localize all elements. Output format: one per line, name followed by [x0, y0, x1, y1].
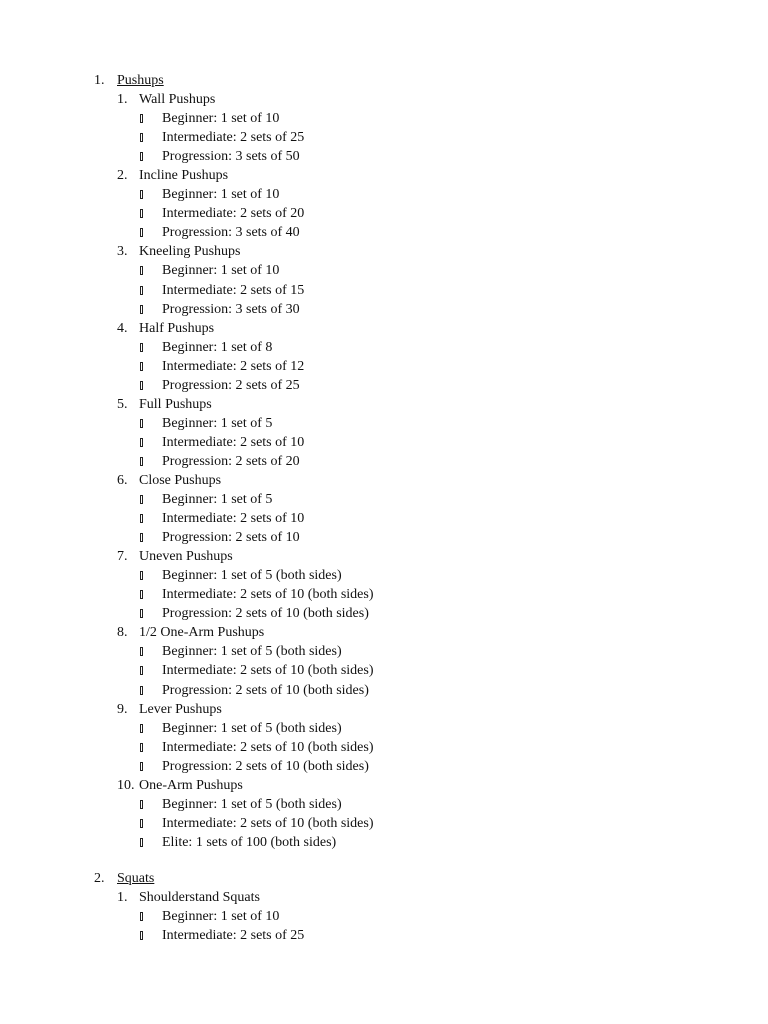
level-item — [0, 757, 768, 776]
level-item — [0, 204, 768, 223]
bullet-icon — [140, 931, 143, 940]
bullet-icon — [140, 343, 143, 352]
bullet-icon — [140, 647, 143, 656]
level-text: Intermediate: 2 sets of 20 — [162, 206, 305, 222]
bullet-icon — [140, 438, 143, 447]
level-text: Progression: 2 sets of 10 (both sides) — [162, 682, 369, 698]
level-item — [0, 185, 768, 204]
bullet-icon — [140, 266, 143, 275]
level-text: Beginner: 1 set of 5 (both sides) — [162, 720, 342, 736]
bullet-icon — [140, 419, 143, 428]
level-item — [0, 738, 768, 757]
level-text: Progression: 3 sets of 40 — [162, 225, 300, 241]
exercise-number: 7. — [117, 549, 128, 565]
bullet-icon — [140, 190, 143, 199]
exercise-name: Half Pushups — [139, 320, 215, 336]
level-item — [0, 681, 768, 700]
exercise-name: 1/2 One-Arm Pushups — [139, 625, 265, 641]
bullet-icon — [140, 800, 143, 809]
exercise-item — [0, 888, 768, 907]
bullet-icon — [140, 743, 143, 752]
bullet-icon — [140, 819, 143, 828]
level-item — [0, 261, 768, 280]
level-item — [0, 795, 768, 814]
level-item — [0, 661, 768, 680]
level-text: Progression: 2 sets of 20 — [162, 453, 300, 469]
level-text: Beginner: 1 set of 5 — [162, 415, 273, 431]
exercise-name: Uneven Pushups — [139, 549, 233, 565]
level-item — [0, 128, 768, 147]
workout-outline — [0, 71, 768, 945]
level-text: Elite: 1 sets of 100 (both sides) — [162, 834, 337, 850]
section-title: Pushups — [117, 73, 164, 88]
bullet-icon — [140, 666, 143, 675]
bullet-icon — [140, 533, 143, 542]
bullet-icon — [140, 514, 143, 523]
level-text: Progression: 2 sets of 10 (both sides) — [162, 758, 369, 774]
exercise-name: Kneeling Pushups — [139, 244, 241, 260]
level-text: Intermediate: 2 sets of 10 — [162, 511, 305, 527]
section-heading — [0, 71, 768, 90]
level-text: Intermediate: 2 sets of 25 — [162, 130, 305, 146]
exercise-number: 8. — [117, 625, 128, 641]
bullet-icon — [140, 724, 143, 733]
level-text: Intermediate: 2 sets of 10 (both sides) — [162, 663, 374, 679]
level-item — [0, 414, 768, 433]
bullet-icon — [140, 152, 143, 161]
level-text: Beginner: 1 set of 5 (both sides) — [162, 568, 342, 584]
level-text: Beginner: 1 set of 5 — [162, 492, 273, 508]
exercise-number: 5. — [117, 396, 128, 412]
section-title: Squats — [117, 870, 155, 886]
level-item — [0, 490, 768, 509]
exercise-name: Wall Pushups — [139, 92, 216, 108]
exercise-number: 6. — [117, 472, 128, 488]
exercise-number: 2. — [117, 168, 128, 184]
exercise-number: 1. — [117, 889, 128, 905]
level-text: Intermediate: 2 sets of 15 — [162, 282, 305, 298]
level-text: Intermediate: 2 sets of 10 (both sides) — [162, 815, 374, 831]
exercise-number: 4. — [117, 320, 128, 336]
bullet-icon — [140, 609, 143, 618]
level-item — [0, 509, 768, 528]
bullet-icon — [140, 228, 143, 237]
exercise-item — [0, 471, 768, 490]
exercise-item — [0, 395, 768, 414]
exercise-name: Shoulderstand Squats — [139, 889, 260, 905]
section-number: 2. — [94, 870, 105, 886]
level-item — [0, 719, 768, 738]
level-item — [0, 585, 768, 604]
bullet-icon — [140, 305, 143, 314]
level-item — [0, 566, 768, 585]
level-item — [0, 926, 768, 945]
exercise-item — [0, 547, 768, 566]
level-text: Intermediate: 2 sets of 25 — [162, 928, 305, 944]
bullet-icon — [140, 495, 143, 504]
exercise-name: Close Pushups — [139, 472, 222, 488]
exercise-number: 10. — [117, 777, 135, 793]
bullet-icon — [140, 571, 143, 580]
exercise-number: 1. — [117, 92, 128, 108]
level-item — [0, 814, 768, 833]
level-text: Beginner: 1 set of 10 — [162, 909, 280, 925]
exercise-item — [0, 776, 768, 795]
exercise-name: Full Pushups — [139, 396, 212, 412]
level-text: Beginner: 1 set of 10 — [162, 187, 280, 203]
level-text: Progression: 2 sets of 25 — [162, 377, 300, 393]
level-text: Progression: 2 sets of 10 — [162, 530, 300, 546]
level-text: Progression: 3 sets of 50 — [162, 149, 300, 165]
level-text: Intermediate: 2 sets of 10 (both sides) — [162, 587, 374, 603]
level-item — [0, 642, 768, 661]
bullet-icon — [140, 209, 143, 218]
exercise-item — [0, 623, 768, 642]
exercise-name: One-Arm Pushups — [139, 777, 243, 793]
level-item — [0, 433, 768, 452]
exercise-number: 9. — [117, 701, 128, 717]
exercise-item — [0, 166, 768, 185]
level-item — [0, 281, 768, 300]
bullet-icon — [140, 912, 143, 921]
level-item — [0, 357, 768, 376]
bullet-icon — [140, 362, 143, 371]
bullet-icon — [140, 762, 143, 771]
level-item — [0, 376, 768, 395]
exercise-item — [0, 90, 768, 109]
bullet-icon — [140, 590, 143, 599]
level-item — [0, 907, 768, 926]
level-text: Beginner: 1 set of 10 — [162, 263, 280, 279]
level-item — [0, 300, 768, 319]
level-text: Beginner: 1 set of 5 (both sides) — [162, 644, 342, 660]
exercise-name: Lever Pushups — [139, 701, 222, 717]
level-item — [0, 338, 768, 357]
exercise-name: Incline Pushups — [139, 168, 229, 184]
level-item — [0, 223, 768, 242]
section-number: 1. — [94, 73, 105, 88]
bullet-icon — [140, 114, 143, 123]
level-item — [0, 833, 768, 852]
level-text: Intermediate: 2 sets of 10 (both sides) — [162, 739, 374, 755]
section-heading — [0, 869, 768, 888]
bullet-icon — [140, 133, 143, 142]
level-text: Beginner: 1 set of 8 — [162, 339, 273, 355]
level-text: Intermediate: 2 sets of 10 — [162, 434, 305, 450]
exercise-item — [0, 242, 768, 261]
level-item — [0, 109, 768, 128]
level-item — [0, 528, 768, 547]
exercise-item — [0, 700, 768, 719]
level-text: Beginner: 1 set of 10 — [162, 111, 280, 127]
level-text: Intermediate: 2 sets of 12 — [162, 358, 305, 374]
level-text: Progression: 3 sets of 30 — [162, 301, 300, 317]
exercise-number: 3. — [117, 244, 128, 260]
level-text: Progression: 2 sets of 10 (both sides) — [162, 606, 369, 622]
level-item — [0, 147, 768, 166]
section-spacer — [0, 852, 768, 869]
bullet-icon — [140, 381, 143, 390]
bullet-icon — [140, 686, 143, 695]
bullet-icon — [140, 457, 143, 466]
level-item — [0, 452, 768, 471]
level-item — [0, 604, 768, 623]
bullet-icon — [140, 286, 143, 295]
level-text: Beginner: 1 set of 5 (both sides) — [162, 796, 342, 812]
bullet-icon — [140, 838, 143, 847]
exercise-item — [0, 319, 768, 338]
